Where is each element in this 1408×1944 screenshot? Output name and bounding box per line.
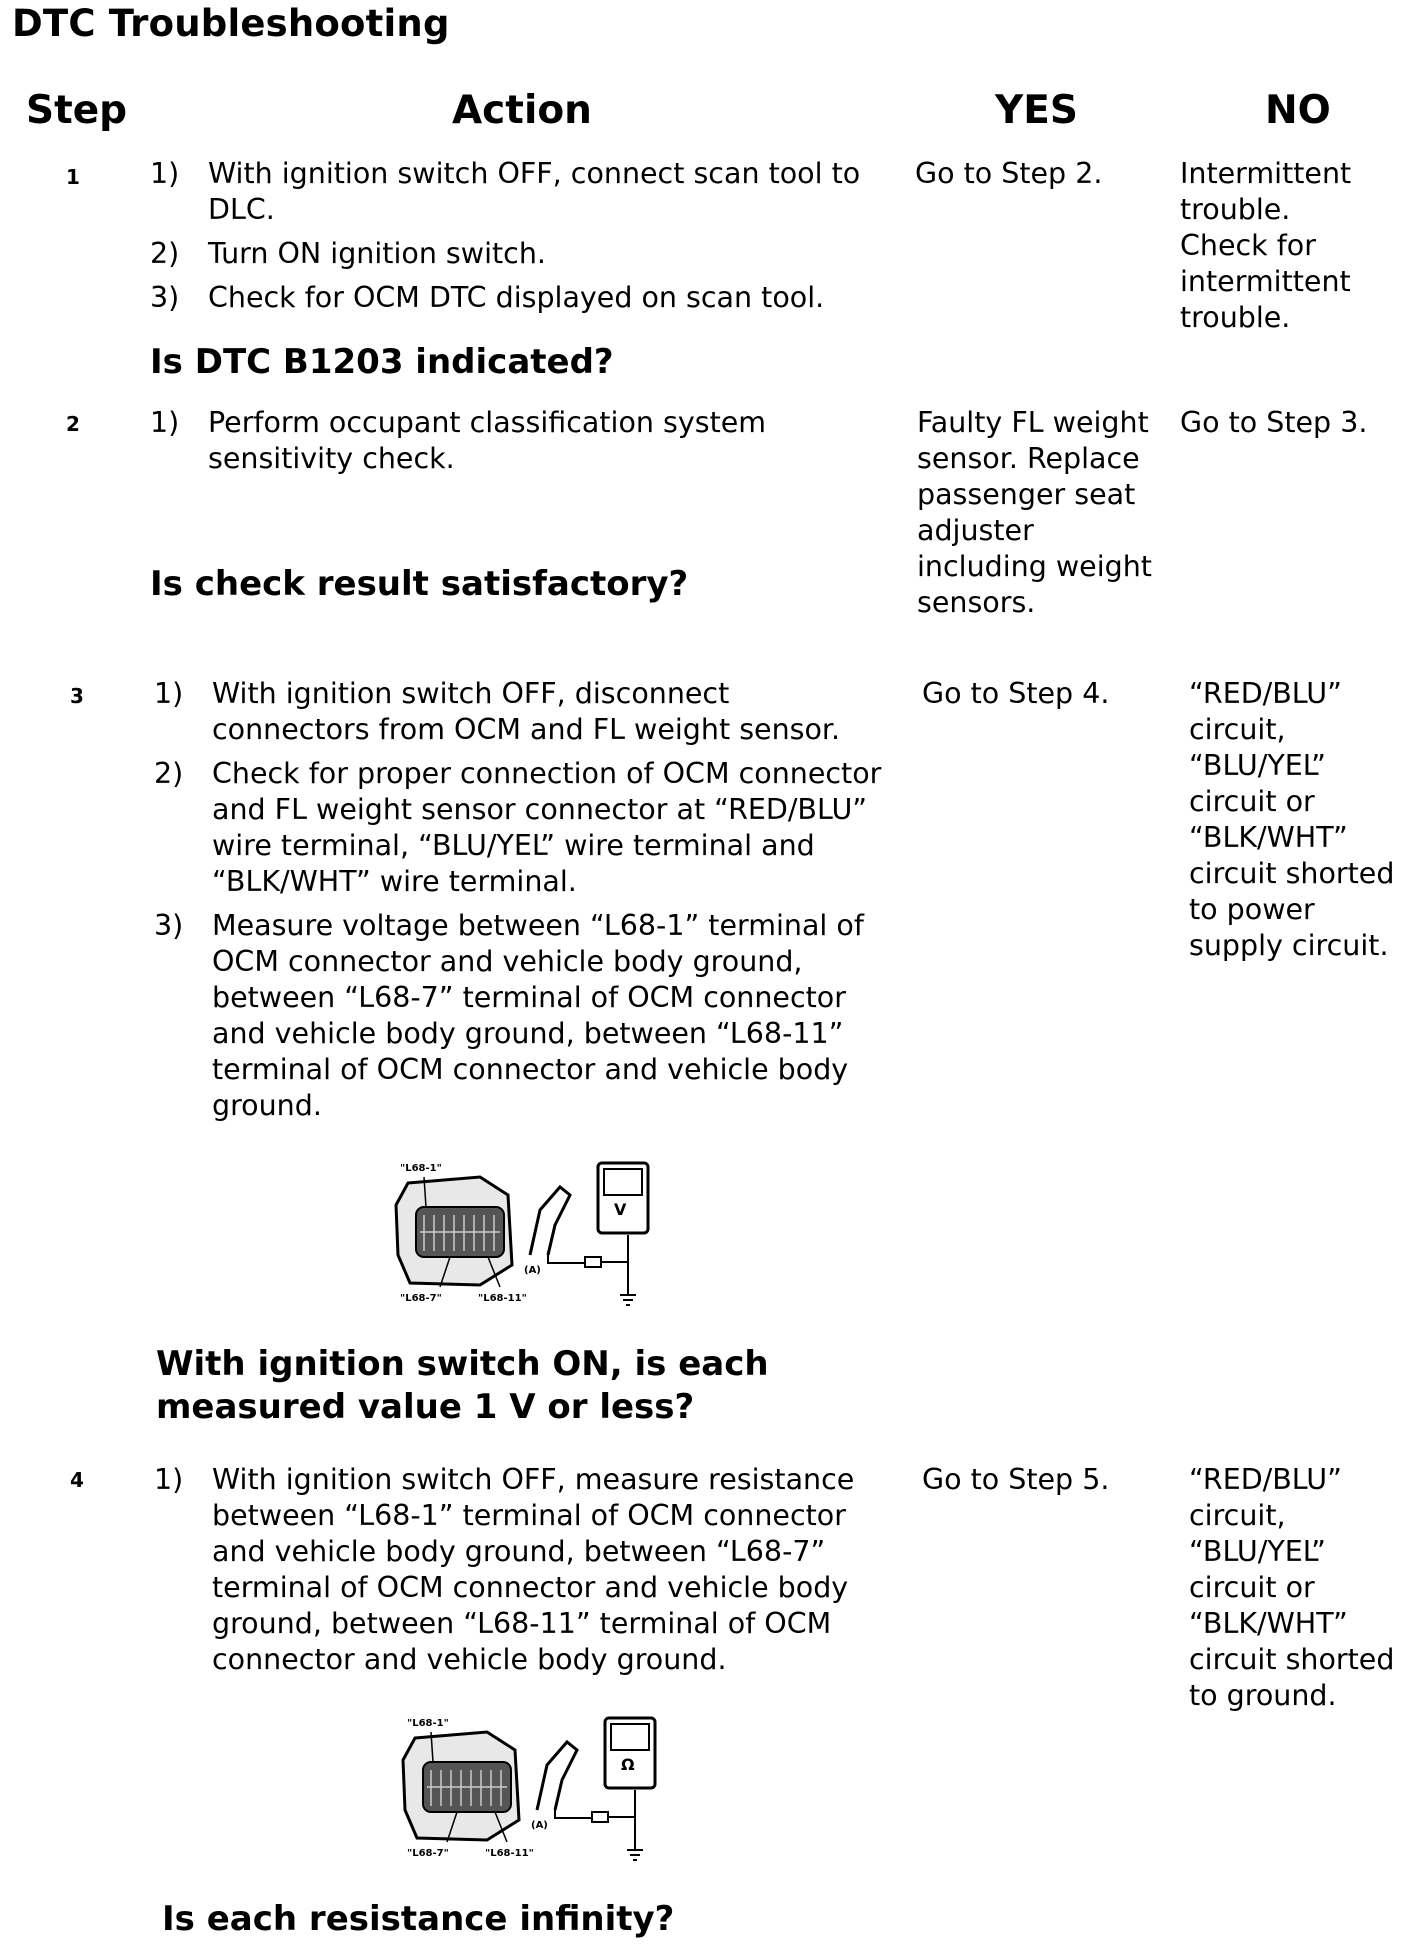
step-number: 4 (70, 1468, 84, 1492)
step-number: 2 (66, 412, 80, 436)
step-3-actions (154, 676, 894, 1132)
column-header-no: NO (1265, 88, 1331, 133)
column-header-action: Action (452, 88, 592, 133)
action-text: Check for OCM DTC displayed on scan tool. (208, 281, 825, 314)
step-number: 1 (66, 165, 80, 189)
yes-result: Go to Step 4. (922, 677, 1110, 710)
no-result: “RED/BLU” circuit, “BLU/YEL” circuit or “BLK/WHT” circuit shorted to ground. (1189, 1463, 1395, 1712)
action-item (154, 908, 894, 1124)
terminal-label-l68-11: "L68-11" (485, 1848, 534, 1859)
action-number: 3) (154, 909, 184, 942)
action-number: 2) (154, 757, 184, 790)
yes-result: Go to Step 5. (922, 1463, 1110, 1496)
action-number: 1) (150, 157, 180, 190)
action-text: Turn ON ignition switch. (208, 237, 546, 270)
action-number: 1) (154, 1463, 184, 1496)
action-number: 1) (150, 406, 180, 439)
probe-lead-icon (537, 1742, 577, 1810)
action-item (154, 1462, 894, 1678)
probe-label: (A) (524, 1265, 541, 1276)
step-2-actions (150, 405, 810, 485)
action-item (150, 280, 880, 316)
action-item (154, 756, 894, 900)
action-item (150, 156, 880, 228)
column-header-yes: YES (995, 88, 1078, 133)
voltmeter-symbol: V (614, 1200, 627, 1219)
step-number: 3 (70, 684, 84, 708)
probe-label: (A) (531, 1820, 548, 1831)
yes-result: Faulty FL weight sensor. Replace passenger seat adjuster including weight sensors. (917, 406, 1152, 619)
no-result: “RED/BLU” circuit, “BLU/YEL” circuit or “BLK/WHT” circuit shorted to power supply circuit. (1189, 677, 1395, 962)
step-question: Is DTC B1203 indicated? (150, 342, 614, 382)
yes-result: Go to Step 2. (915, 157, 1103, 190)
step-question: Is check result satisfactory? (150, 564, 689, 604)
no-result: Intermittent trouble. Check for intermittent trouble. (1180, 157, 1352, 334)
terminal-label-l68-7: "L68-7" (407, 1848, 449, 1859)
action-text: With ignition switch OFF, disconnect connectors from OCM and FL weight sensor. (212, 677, 841, 746)
action-text: Measure voltage between “L68-1” terminal of OCM connector and vehicle body ground, between “L68-7” terminal of OCM connector and vehicle body ground, between “L68-11” terminal of OCM connector and vehicle body ground. (212, 909, 864, 1122)
action-text: Perform occupant classification system sensitivity check. (208, 406, 767, 475)
step-question: With ignition switch ON, is each measured value 1 V or less? (156, 1344, 769, 1427)
action-number: 2) (150, 237, 180, 270)
action-text: Check for proper connection of OCM connector and FL weight sensor connector at “RED/BLU” wire terminal, “BLU/YEL” wire terminal and “BLK/WHT” wire terminal. (212, 757, 882, 898)
action-item (154, 676, 894, 748)
action-item (150, 236, 880, 272)
column-header-step: Step (26, 88, 128, 133)
ohmmeter-symbol: Ω (621, 1755, 635, 1774)
action-text: With ignition switch OFF, measure resistance between “L68-1” terminal of OCM connector and vehicle body ground, between “L68-7” terminal of OCM connector and vehicle body ground, between “L68-11” terminal of OCM connector and vehicle body ground. (212, 1463, 855, 1676)
terminal-label-l68-7: "L68-7" (400, 1293, 442, 1304)
action-number: 3) (150, 281, 180, 314)
step-4-actions (154, 1462, 894, 1686)
voltage-measurement-diagram (390, 1155, 710, 1315)
terminal-label-l68-1: "L68-1" (407, 1718, 449, 1729)
step-1-actions (150, 156, 880, 324)
probe-lead-icon (530, 1187, 570, 1255)
page-title: DTC Troubleshooting (12, 2, 450, 45)
ground-icon (620, 1262, 636, 1305)
ground-icon (627, 1817, 643, 1860)
action-number: 1) (154, 677, 184, 710)
action-item (150, 405, 810, 477)
terminal-label-l68-11: "L68-11" (478, 1293, 527, 1304)
step-question: Is each resistance infinity? (162, 1899, 675, 1939)
no-result: Go to Step 3. (1180, 406, 1368, 439)
terminal-label-l68-1: "L68-1" (400, 1163, 442, 1174)
resistance-measurement-diagram (397, 1710, 717, 1870)
action-text: With ignition switch OFF, connect scan tool to DLC. (208, 157, 861, 226)
